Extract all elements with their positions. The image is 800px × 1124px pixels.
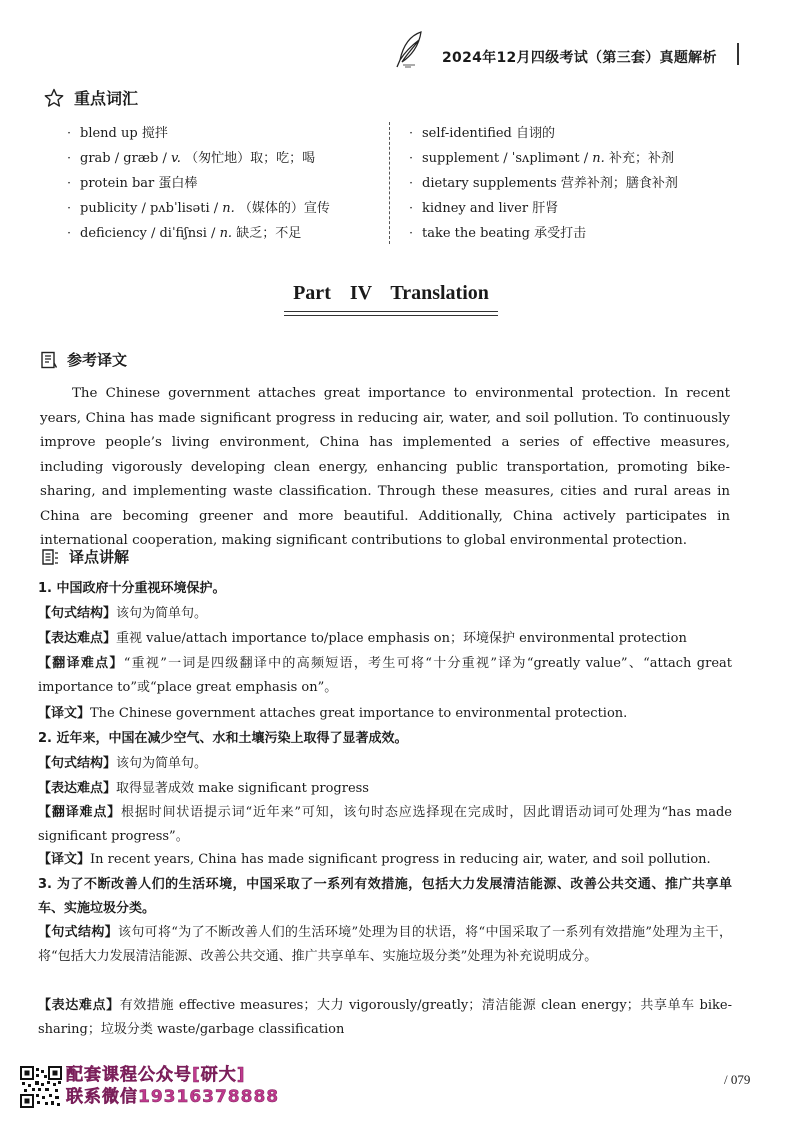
vocab-meaning: （匆忙地）取；吃；喝 — [185, 151, 316, 166]
bullet-icon: · — [409, 201, 413, 215]
vocab-list-left — [58, 121, 378, 246]
promo-line-1: 配套课程公众号[研大] — [66, 1065, 246, 1085]
sentence-1-title — [38, 577, 732, 601]
label-tag: 【表达难点】 — [38, 998, 120, 1013]
vocab-item — [400, 121, 720, 146]
vocab-meaning: 补充；补剂 — [608, 151, 674, 166]
sentence-2-structure — [38, 752, 732, 776]
vocab-meaning: 自诩的 — [516, 126, 556, 141]
vocab-item — [58, 121, 378, 146]
bullet-icon: · — [409, 176, 413, 190]
vocab-heading: 重点词汇 — [74, 89, 139, 108]
vocab-item — [58, 221, 378, 246]
label-tag: 【翻译难点】 — [38, 656, 124, 671]
vocab-meaning: 蛋白棒 — [158, 176, 198, 191]
sentence-2-expression — [38, 777, 732, 801]
vocab-word: take the beating — [422, 226, 530, 241]
vocab-item — [400, 221, 720, 246]
vocab-word: publicity / pʌbˈlisəti / — [80, 201, 223, 216]
vocab-word: blend up — [80, 126, 138, 141]
sentence-2-translation — [38, 848, 732, 872]
point-text: 该句为简单句。 — [116, 756, 208, 771]
bullet-icon: · — [67, 176, 71, 190]
sentence-1-translation — [38, 702, 732, 726]
label-tag: 【句式结构】 — [38, 925, 118, 940]
vocab-word: kidney and liver — [422, 201, 529, 216]
qr-code-icon — [20, 1066, 62, 1108]
label-tag: 【表达难点】 — [38, 781, 117, 796]
reference-translation-paragraph: The Chinese government attaches great importance to environmental protection. In recent years, China has made significant progress in reducing air, water, and soil pollution. To continuously improve people’s living environment, China has implemented a series of effective measures, including vigorously developing clean energy, enhancing public transportation, promoting bike-sharing, and implementing waste classification. Through these measures, cities and rural areas in China are becoming greener and more beautiful. Additionally, China actively participates in international cooperation, making significant contributions to global environmental protection. — [40, 386, 730, 548]
point-text: 取得显著成效 make significant progress — [116, 781, 369, 796]
label-tag: 【译文】 — [38, 852, 91, 867]
bullet-icon: · — [409, 126, 413, 140]
sentence-1-structure — [38, 602, 732, 626]
ref-section-header — [40, 349, 127, 370]
promo-watermark — [66, 1064, 279, 1108]
vocab-meaning: （媒体的）宣传 — [238, 201, 330, 216]
vocab-word: grab / græb / — [80, 151, 171, 166]
sentence-title-text: 2. 近年来，中国在减少空气、水和土壤污染上取得了显著成效。 — [38, 731, 408, 746]
sentence-3-expression — [38, 994, 732, 1041]
vocab-pos: n. — [219, 226, 233, 241]
vocab-word: protein bar — [80, 176, 155, 191]
bullet-icon: · — [67, 201, 71, 215]
point-text: In recent years, China has made significant progress in reducing air, water, and soil pollution. — [90, 852, 711, 867]
point-text: 该句可将“为了不断改善人们的生活环境”处理为目的状语，将“中国采取了一系列有效措施”处理为主干，将“包括大力发展清洁能源、改善公共交通、推广共享单车、实施垃圾分类”处理为补充说明成分。 — [38, 925, 732, 964]
vocab-meaning: 肝肾 — [532, 201, 559, 216]
vocab-item — [58, 146, 378, 171]
point-text: 根据时间状语提示词“近年来”可知，该句时态应选择现在完成时，因此谓语动词可处理为“has made significant progress”。 — [38, 805, 732, 844]
sentence-1-difficulty — [38, 652, 732, 699]
label-tag: 【表达难点】 — [38, 631, 117, 646]
point-text: “重视”一词是四级翻译中的高频短语，考生可将“十分重视”译为“greatly value”、“attach great importance to”或“place great emphasis on”。 — [38, 656, 732, 695]
header-divider — [737, 43, 739, 65]
document-icon — [40, 351, 58, 369]
point-text: The Chinese government attaches great importance to environmental protection. — [90, 706, 628, 721]
vocab-word: deficiency / diˈfiʃnsi / — [80, 226, 220, 241]
bullet-icon: · — [67, 226, 71, 240]
label-tag: 【句式结构】 — [38, 606, 117, 621]
point-text: 重视 value/attach importance to/place emphasis on；环境保护 environmental protection — [116, 631, 687, 646]
analysis-heading: 译点讲解 — [69, 548, 130, 566]
vocab-list-right — [400, 121, 720, 246]
label-tag: 【翻译难点】 — [38, 805, 121, 820]
sentence-2-difficulty — [38, 801, 732, 848]
vocab-item — [58, 196, 378, 221]
vocab-item — [400, 146, 720, 171]
vocab-meaning: 承受打击 — [534, 226, 587, 241]
vocab-item — [400, 196, 720, 221]
part-title: Part IV Translation — [293, 282, 489, 304]
part-title-underline — [284, 311, 498, 316]
vocab-section-header — [44, 86, 138, 109]
label-tag: 【句式结构】 — [38, 756, 117, 771]
vocab-pos: v. — [170, 151, 181, 166]
vocab-meaning: 营养补剂；膳食补剂 — [560, 176, 678, 191]
vocab-word: self-identified — [422, 126, 512, 141]
point-text: 有效措施 effective measures；大力 vigorously/greatly；清洁能源 clean energy；共享单车 bike-sharing；垃圾分类 waste/garbage classification — [38, 998, 732, 1037]
vocab-pos: n. — [222, 201, 235, 216]
star-icon — [44, 88, 64, 108]
bullet-icon: · — [409, 226, 413, 240]
sentence-title-text: 3. 为了不断改善人们的生活环境，中国采取了一系列有效措施，包括大力发展清洁能源、改善公共交通、推广共享单车、实施垃圾分类。 — [38, 877, 732, 916]
analysis-section-header — [40, 546, 129, 567]
point-text: 该句为简单句。 — [116, 606, 208, 621]
page-number: / 079 — [724, 1072, 751, 1087]
vocab-meaning: 搅拌 — [141, 126, 168, 141]
vocab-item — [400, 171, 720, 196]
bullet-icon: · — [67, 151, 71, 165]
quill-feather-icon — [395, 30, 425, 68]
sentence-title-text: 1. 中国政府十分重视环境保护。 — [38, 581, 226, 596]
sentence-3-structure — [38, 921, 732, 968]
notes-icon — [40, 548, 60, 566]
header-title: 2024年12月四级考试（第三套）真题解析 — [442, 50, 717, 66]
vocab-meaning: 缺乏；不足 — [236, 226, 302, 241]
sentence-1-expression — [38, 627, 732, 651]
sentence-2-title — [38, 727, 732, 751]
promo-line-2: 联系微信19316378888 — [66, 1087, 280, 1107]
bullet-icon: · — [409, 151, 413, 165]
vocab-word: dietary supplements — [422, 176, 557, 191]
ref-heading: 参考译文 — [67, 351, 128, 369]
label-tag: 【译文】 — [38, 706, 91, 721]
vocab-pos: n. — [592, 151, 605, 166]
vocab-word: supplement / ˈsʌplimənt / — [422, 151, 593, 166]
vocab-item — [58, 171, 378, 196]
bullet-icon: · — [67, 126, 71, 140]
sentence-3-title — [38, 873, 732, 920]
vocab-column-divider — [389, 122, 390, 244]
